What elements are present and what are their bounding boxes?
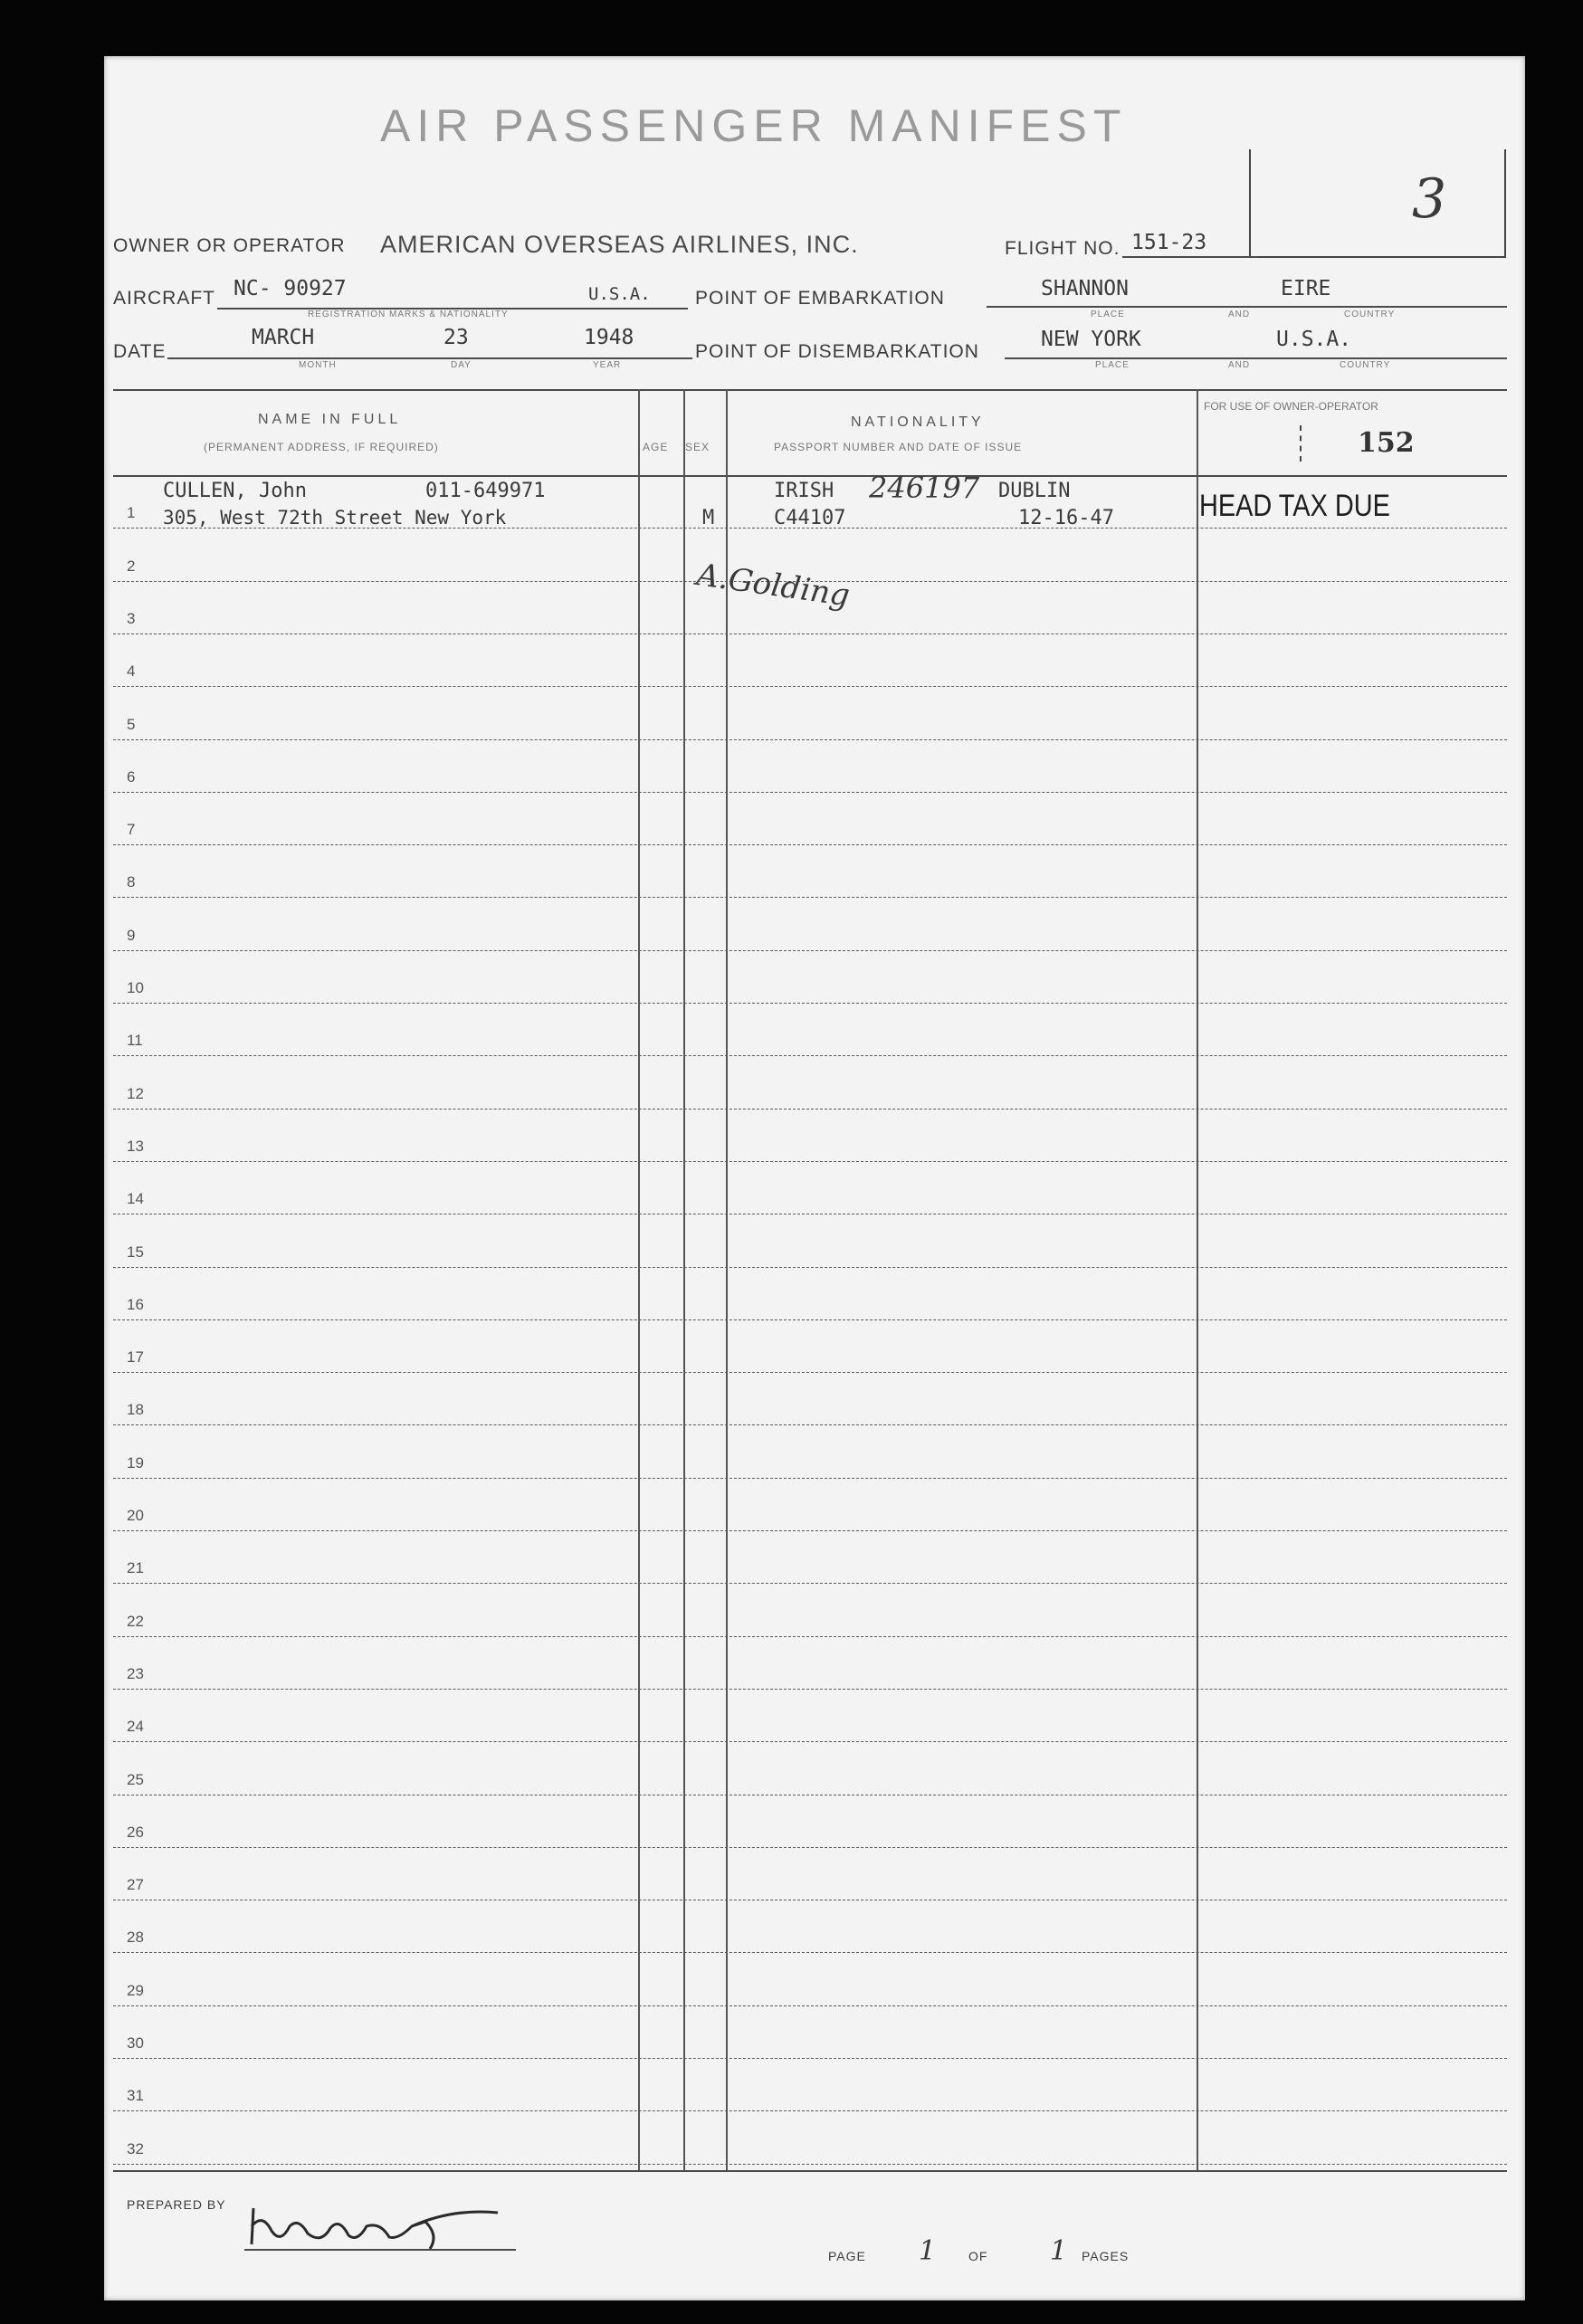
row-number: 26	[127, 1823, 144, 1841]
disembark-country: U.S.A.	[1276, 328, 1352, 351]
row-number: 18	[127, 1401, 144, 1419]
row-number: 1	[127, 504, 136, 522]
passenger-name: CULLEN, John	[163, 480, 307, 502]
pages-label: PAGES	[1082, 2249, 1130, 2263]
owner-label: OWNER OR OPERATOR	[113, 235, 346, 256]
aircraft-nationality: U.S.A.	[588, 284, 651, 304]
embark-underline	[987, 306, 1507, 308]
row-rule	[113, 2164, 1507, 2165]
col-age-header: AGE	[643, 441, 669, 453]
row-rule	[113, 686, 1507, 687]
row-rule	[113, 1109, 1507, 1110]
embark-label: POINT OF EMBARKATION	[695, 288, 945, 309]
passenger-passport-place: DUBLIN	[998, 480, 1071, 502]
row-number: 14	[127, 1190, 144, 1208]
row-number: 17	[127, 1348, 144, 1367]
row-number: 7	[127, 821, 136, 839]
row-rule	[113, 1952, 1507, 1953]
row-number: 13	[127, 1137, 144, 1155]
preparer-signature	[244, 2190, 516, 2257]
passenger-handwritten-number: 246197	[869, 471, 980, 505]
prepared-by-line	[244, 2249, 516, 2251]
header-bottom-rule	[113, 475, 1507, 477]
row-number: 6	[127, 767, 136, 786]
prepared-by-label: PREPARED BY	[127, 2197, 226, 2212]
row-rule	[113, 1372, 1507, 1373]
disembark-underline	[1005, 357, 1507, 359]
row-number: 12	[127, 1084, 144, 1102]
row-number: 31	[127, 2087, 144, 2105]
row-number: 29	[127, 1981, 144, 1999]
row-rule	[113, 1267, 1507, 1268]
passenger-nationality: IRISH	[774, 480, 834, 502]
date-year: 1948	[584, 326, 634, 349]
col-nationality-subheader: PASSPORT NUMBER AND DATE OF ISSUE	[774, 441, 1023, 453]
row-rule	[113, 950, 1507, 951]
col-name-header: NAME IN FULL	[258, 412, 402, 427]
row-rule	[113, 1319, 1507, 1320]
date-month: MARCH	[252, 326, 315, 349]
flight-label: FLIGHT NO.	[1005, 238, 1120, 259]
row-number: 24	[127, 1718, 144, 1736]
row-rule	[113, 1424, 1507, 1425]
year-caption: YEAR	[593, 360, 622, 370]
row-number: 15	[127, 1243, 144, 1261]
flight-value: 151-23	[1131, 231, 1207, 254]
date-day: 23	[443, 326, 469, 349]
embark-country-caption: COUNTRY	[1344, 310, 1396, 319]
manifest-sheet	[104, 56, 1525, 2300]
row-number: 22	[127, 1612, 144, 1630]
disembark-place-caption: PLACE	[1095, 360, 1130, 370]
col-owner-use-header: FOR USE OF OWNER-OPERATOR	[1204, 400, 1378, 413]
col-divider-age	[683, 389, 685, 2170]
col-name-subheader: (PERMANENT ADDRESS, IF REQUIRED)	[204, 441, 439, 453]
disembark-label: POINT OF DISEMBARKATION	[695, 341, 979, 362]
table-top-rule	[113, 389, 1507, 391]
row-rule	[113, 2110, 1507, 2111]
page-value: 1	[919, 2235, 937, 2267]
passenger-signature: A.Golding	[694, 557, 853, 614]
table-bottom-rule	[113, 2170, 1507, 2172]
row-rule	[113, 1530, 1507, 1531]
row-rule	[113, 1636, 1507, 1637]
day-caption: DAY	[451, 360, 472, 370]
row-number: 23	[127, 1664, 144, 1682]
of-label: OF	[968, 2249, 988, 2263]
embark-place: SHANNON	[1041, 277, 1129, 300]
row-rule	[113, 1478, 1507, 1479]
month-caption: MONTH	[299, 360, 337, 370]
row-number: 28	[127, 1929, 144, 1947]
row-rule	[113, 2005, 1507, 2006]
col-divider-sex	[726, 389, 728, 2170]
aircraft-value: NC- 90927	[234, 277, 347, 300]
owner-count: 152	[1358, 427, 1415, 459]
page-label: PAGE	[828, 2249, 866, 2263]
row-rule	[113, 792, 1507, 793]
col-nationality-header: NATIONALITY	[851, 414, 985, 430]
row-rule	[113, 1161, 1507, 1162]
owner-value: AMERICAN OVERSEAS AIRLINES, INC.	[380, 231, 859, 258]
row-number: 8	[127, 873, 136, 891]
embark-and-caption: AND	[1228, 310, 1251, 319]
passenger-remark: HEAD TAX DUE	[1199, 489, 1390, 523]
row-number: 16	[127, 1295, 144, 1313]
row-rule	[113, 1583, 1507, 1584]
row-rule	[113, 1003, 1507, 1004]
passenger-id-number: 011-649971	[425, 480, 546, 502]
page-mark: 3	[1412, 167, 1447, 231]
date-label: DATE	[113, 341, 167, 362]
embark-country: EIRE	[1281, 277, 1331, 300]
passenger-sex: M	[702, 507, 715, 529]
page-mark-box	[1249, 149, 1506, 258]
col-sex-header: SEX	[685, 441, 710, 453]
passenger-passport-number: C44107	[774, 507, 846, 529]
row-number: 9	[127, 926, 136, 944]
row-number: 19	[127, 1453, 144, 1472]
row-number: 25	[127, 1770, 144, 1788]
disembark-place: NEW YORK	[1041, 328, 1141, 351]
disembark-and-caption: AND	[1228, 360, 1251, 370]
row-number: 20	[127, 1507, 144, 1524]
row-number: 5	[127, 715, 136, 733]
col-divider-name	[638, 389, 640, 2170]
flight-underline	[1122, 256, 1258, 258]
row-number: 30	[127, 2034, 144, 2052]
row-number: 27	[127, 1876, 144, 1894]
row-number: 3	[127, 609, 136, 627]
row-number: 21	[127, 1559, 144, 1577]
row-number: 4	[127, 662, 136, 681]
pages-value: 1	[1050, 2235, 1068, 2267]
passenger-address: 305, West 72th Street New York	[163, 507, 507, 529]
row-rule	[113, 844, 1507, 845]
form-title: AIR PASSENGER MANIFEST	[380, 100, 1128, 151]
row-rule	[113, 1847, 1507, 1848]
row-rule	[113, 897, 1507, 898]
row-number: 11	[127, 1032, 143, 1050]
row-rule	[113, 633, 1507, 634]
row-rule	[113, 2058, 1507, 2059]
col-divider-nationality	[1197, 389, 1198, 2170]
aircraft-label: AIRCRAFT	[113, 288, 215, 309]
disembark-country-caption: COUNTRY	[1340, 360, 1391, 370]
owner-tick	[1300, 425, 1303, 462]
row-number: 2	[127, 557, 136, 575]
row-number: 32	[127, 2139, 144, 2157]
row-rule	[113, 739, 1507, 740]
embark-place-caption: PLACE	[1091, 310, 1125, 319]
row-rule	[113, 1055, 1507, 1056]
row-rule	[113, 1741, 1507, 1742]
row-rule	[113, 1689, 1507, 1690]
date-underline	[167, 357, 692, 359]
passenger-passport-date: 12-16-47	[1018, 507, 1114, 529]
registration-caption: REGISTRATION MARKS & NATIONALITY	[308, 310, 509, 319]
row-number: 10	[127, 979, 144, 996]
